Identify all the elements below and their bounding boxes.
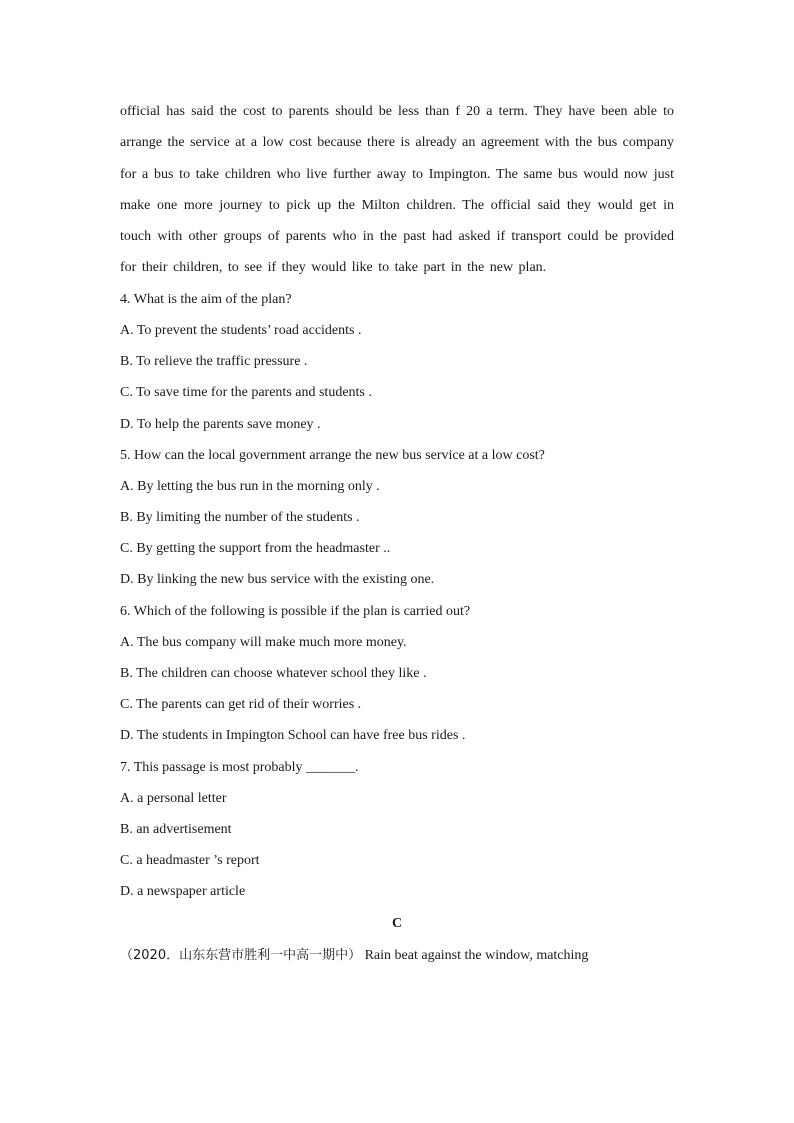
question-4: [120, 284, 674, 440]
option-a: A. a personal letter: [120, 790, 227, 806]
passage-paragraph: official has said the cost to parents should be less than f 20 a term. They have been able to arrange the service at a low cost because there is already an agreement with the bus company for a bus to take children who live further away to Impington. The same bus would now just make one more journey to pick up the Milton children. The official said they would get in touch with other groups of parents who in the past had asked if transport could be provided for their children, to see if they would like to take part in the new plan.: [120, 104, 674, 276]
next-passage-opening: [120, 939, 674, 973]
option-c: C. To save time for the parents and students .: [120, 385, 372, 401]
passage-source: （2020．山东东营市胜利一中高一期中）: [120, 947, 362, 963]
question-5: [120, 440, 674, 596]
option-d: D. a newspaper article: [120, 884, 246, 900]
question-stem: 6. Which of the following is possible if the plan is carried out?: [120, 603, 471, 619]
option-c: C. a headmaster ’s report: [120, 853, 260, 869]
option-b: B. an advertisement: [120, 821, 232, 837]
option-b: B. To relieve the traffic pressure .: [120, 354, 308, 370]
passage-first-words: Rain beat against the window, matching: [364, 947, 589, 963]
question-stem: 7. This passage is most probably _______.: [120, 759, 359, 775]
option-a: A. By letting the bus run in the morning only .: [120, 478, 380, 494]
option-a: A. The bus company will make much more money.: [120, 634, 407, 650]
option-d: D. By linking the new bus service with the existing one.: [120, 572, 435, 588]
option-d: D. The students in Impington School can have free bus rides .: [120, 728, 466, 744]
question-7: [120, 752, 674, 908]
section-heading: C: [391, 915, 403, 931]
question-stem: 5. How can the local government arrange the new bus service at a low cost?: [120, 447, 545, 463]
question-stem: 4. What is the aim of the plan?: [120, 291, 292, 307]
option-c: C. By getting the support from the headmaster ..: [120, 541, 391, 557]
page-content: [120, 96, 674, 973]
option-d: D. To help the parents save money .: [120, 416, 321, 432]
option-a: A. To prevent the students’ road accidents .: [120, 322, 362, 338]
option-b: B. The children can choose whatever school they like .: [120, 666, 427, 682]
question-6: [120, 596, 674, 752]
option-b: B. By limiting the number of the students .: [120, 510, 360, 526]
option-c: C. The parents can get rid of their worries .: [120, 697, 362, 713]
